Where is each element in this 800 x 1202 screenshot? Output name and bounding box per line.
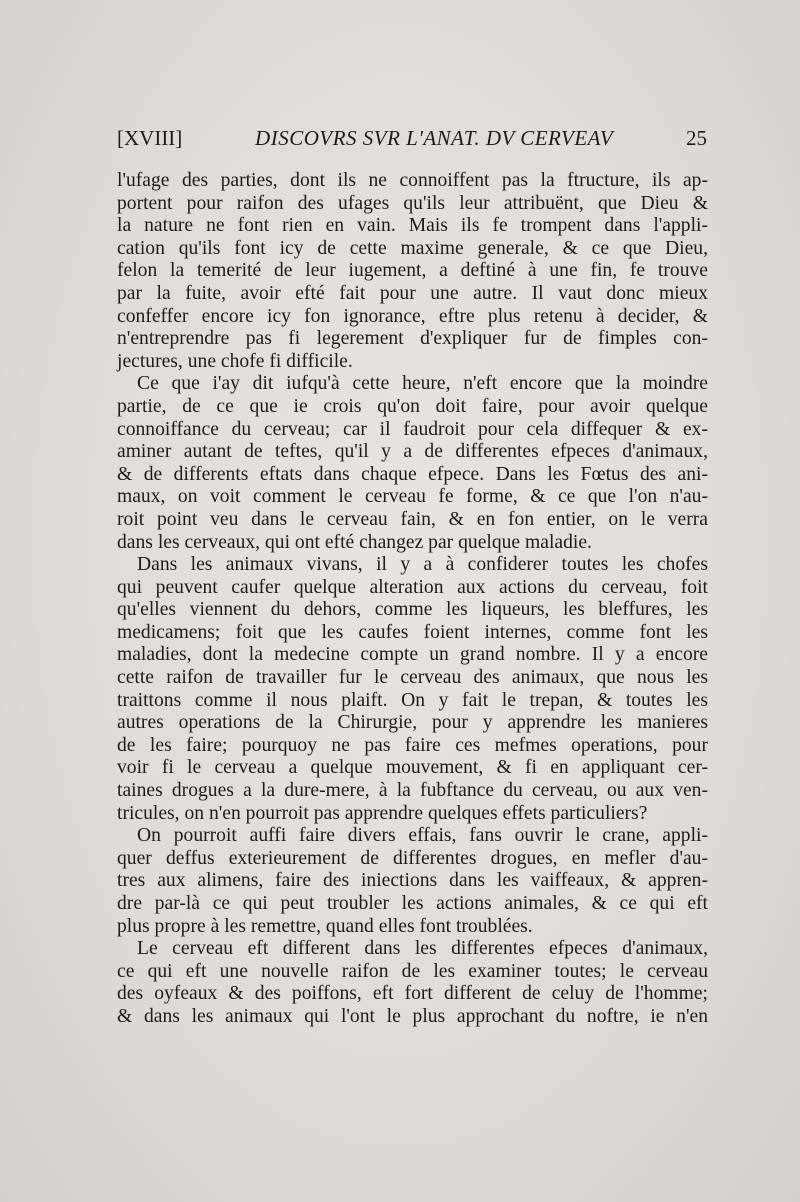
text-line: quer deffus exterieurement de differentes drogues, en mefler d'au-: [117, 847, 708, 869]
text-line: autres operations de la Chirurgie, pour y apprendre les manieres: [117, 712, 708, 734]
text-line: roit point veu dans le cerveau fain, & en fon entier, on le verra: [117, 508, 708, 530]
running-title: DISCOVRS SVR L'ANAT. DV CERVEAV: [255, 126, 614, 150]
text-line: n'entreprendre pas fi legerement d'expliquer fur de fimples con-: [117, 328, 708, 350]
text-line: plus propre à les remettre, quand elles font troublées.: [117, 915, 533, 937]
page-number: 25: [686, 126, 707, 150]
text-line: Dans les animaux vivans, il y a à confiderer toutes les chofes: [137, 554, 708, 576]
text-line: dans les cerveaux, qui ont efté changez par quelque maladie.: [117, 531, 592, 553]
text-line: voir fi le cerveau a quelque mouvement, & fi en appliquant cer-: [117, 757, 708, 779]
text-line: aminer autant de teftes, qu'il y a de differentes efpeces d'animaux,: [117, 441, 708, 463]
text-line: medicamens; foit que les caufes foient internes, comme font les: [117, 621, 708, 643]
paragraph: [117, 554, 708, 825]
text-line: jectures, une chofe fi difficile.: [117, 350, 353, 372]
text-line: & dans les animaux qui l'ont le plus approchant du noftre, ie n'en: [117, 1005, 708, 1027]
body-text: [117, 170, 708, 1029]
text-line: connoiffance du cerveau; car il faudroit pour cela diffequer & ex-: [117, 418, 708, 440]
paragraph: [117, 373, 708, 554]
paragraph: [117, 170, 708, 373]
text-line: tricules, on n'en pourroit pas apprendre quelques effets particuliers?: [117, 802, 648, 824]
text-line: Ce que i'ay dit iufqu'à cette heure, n'eft encore que la moindre: [137, 373, 708, 395]
text-line: maux, on voit comment le cerveau fe forme, & ce que l'on n'au-: [117, 486, 708, 508]
text-line: tres aux alimens, faire des iniections dans les vaiffeaux, & appren-: [117, 870, 708, 892]
text-line: portent pour raifon des ufages qu'ils leur attribuënt, que Dieu &: [117, 192, 708, 214]
text-line: felon la temerité de leur iugement, a deftiné à une fin, fe trouve: [117, 260, 708, 282]
text-line: traittons comme il nous plaift. On y fait le trepan, & toutes les: [117, 689, 708, 711]
paragraph: [117, 938, 708, 1028]
text-line: ce qui eft une nouvelle raifon de les examiner toutes; le cerveau: [117, 960, 708, 982]
text-line: qui peuvent caufer quelque alteration aux actions du cerveau, foit: [117, 576, 708, 598]
text-line: des oyfeaux & des poiffons, eft fort different de celuy de l'homme;: [117, 983, 708, 1005]
text-line: cation qu'ils font icy de cette maxime generale, & ce que Dieu,: [117, 237, 708, 259]
text-line: taines drogues a la dure-mere, à la fubftance du cerveau, ou aux ven-: [117, 780, 708, 802]
text-line: qu'elles viennent du dehors, comme les liqueurs, les bleffures, les: [117, 599, 708, 621]
text-line: la nature ne font rien en vain. Mais ils fe trompent dans l'appli-: [117, 215, 708, 237]
text-line: & de differents eftats dans chaque efpece. Dans les Fœtus des ani-: [117, 463, 708, 485]
text-line: dre par-là ce qui peut troubler les actions animales, & ce qui eft: [117, 893, 708, 914]
text-line: On pourroit auffi faire divers effais, fans ouvrir le crane, appli-: [137, 825, 708, 847]
text-line: cette raifon de travailler fur le cerveau des animaux, que nous les: [117, 667, 708, 689]
text-line: maladies, dont la medecine compte un grand nombre. Il y a encore: [117, 644, 708, 666]
text-line: de les faire; pourquoy ne pas faire ces mefmes operations, pour: [117, 734, 708, 756]
paragraph: [117, 825, 708, 938]
section-number: [XVIII]: [117, 126, 183, 150]
text-line: l'ufage des parties, dont ils ne connoiffent pas la ftructure, ils ap-: [117, 170, 708, 191]
text-line: confeffer encore icy fon ignorance, eftre plus retenu à decider, &: [117, 305, 708, 327]
text-line: Le cerveau eft different dans les differentes efpeces d'animaux,: [137, 938, 708, 960]
text-line: partie, de ce que ie crois qu'on doit faire, pour avoir quelque: [117, 395, 708, 417]
text-line: par la fuite, avoir efté fait pour une autre. Il vaut donc mieux: [117, 282, 708, 304]
running-header: [117, 126, 707, 151]
